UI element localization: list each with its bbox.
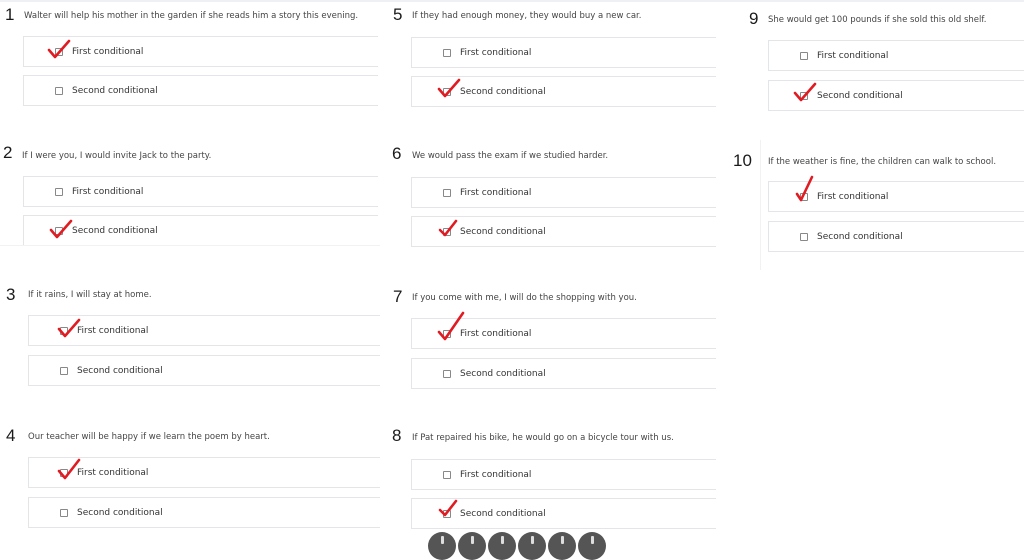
option-label: First conditional: [460, 47, 532, 58]
option-second-conditional[interactable]: [411, 498, 716, 529]
option-second-conditional[interactable]: [411, 216, 716, 247]
option-second-conditional[interactable]: [411, 76, 716, 107]
option-first-conditional[interactable]: [768, 40, 1024, 71]
option-first-conditional[interactable]: [23, 36, 378, 67]
question-number: 3: [6, 285, 16, 304]
checkbox[interactable]: [443, 370, 451, 378]
divider: [760, 140, 761, 270]
checkbox[interactable]: [55, 87, 63, 95]
question-text: We would pass the exam if we studied harder.: [412, 151, 609, 161]
question-number: 5: [393, 5, 403, 24]
option-label: First conditional: [72, 186, 144, 197]
question-text: If I were you, I would invite Jack to the party.: [22, 151, 212, 161]
option-first-conditional[interactable]: [411, 37, 716, 68]
question-text: If it rains, I will stay at home.: [28, 290, 152, 300]
checkbox[interactable]: [60, 327, 68, 335]
checkbox[interactable]: [60, 367, 68, 375]
checkbox[interactable]: [443, 510, 451, 518]
checkbox[interactable]: [800, 193, 808, 201]
option-label: Second conditional: [460, 226, 546, 237]
checkbox[interactable]: [443, 471, 451, 479]
checkbox[interactable]: [800, 92, 808, 100]
option-label: Second conditional: [77, 365, 163, 376]
checkbox[interactable]: [443, 88, 451, 96]
checkbox[interactable]: [443, 330, 451, 338]
page-indicator[interactable]: [428, 532, 456, 560]
option-first-conditional[interactable]: [768, 181, 1024, 212]
question-text: Our teacher will be happy if we learn the poem by heart.: [28, 432, 270, 442]
option-label: Second conditional: [77, 507, 163, 518]
question-number: 10: [733, 151, 752, 170]
option-label: First conditional: [460, 187, 532, 198]
checkbox[interactable]: [443, 49, 451, 57]
question-number: 2: [3, 143, 13, 162]
option-label: Second conditional: [72, 225, 158, 236]
checkbox[interactable]: [60, 509, 68, 517]
question-number: 7: [393, 287, 403, 306]
checkbox[interactable]: [800, 233, 808, 241]
question-text: If you come with me, I will do the shopping with you.: [412, 293, 637, 303]
page-indicator[interactable]: [578, 532, 606, 560]
option-label: First conditional: [72, 46, 144, 57]
question-number: 4: [6, 426, 16, 445]
option-first-conditional[interactable]: [411, 177, 716, 208]
checkbox[interactable]: [443, 189, 451, 197]
checkbox[interactable]: [55, 188, 63, 196]
page-indicator[interactable]: [488, 532, 516, 560]
option-label: Second conditional: [460, 86, 546, 97]
page-indicator[interactable]: [548, 532, 576, 560]
option-second-conditional[interactable]: [768, 221, 1024, 252]
option-first-conditional[interactable]: [23, 176, 378, 207]
page-indicator[interactable]: [518, 532, 546, 560]
option-second-conditional[interactable]: [23, 75, 378, 106]
question-number: 9: [749, 9, 759, 28]
option-second-conditional[interactable]: [28, 355, 380, 386]
option-label: Second conditional: [460, 508, 546, 519]
question-text: If they had enough money, they would buy a new car.: [412, 11, 642, 21]
question-number: 6: [392, 144, 402, 163]
question-text: If the weather is fine, the children can walk to school.: [768, 157, 997, 167]
option-second-conditional[interactable]: [23, 215, 378, 246]
checkbox[interactable]: [60, 469, 68, 477]
checkbox[interactable]: [443, 228, 451, 236]
checkbox[interactable]: [55, 48, 63, 56]
option-label: First conditional: [77, 325, 149, 336]
option-label: Second conditional: [460, 368, 546, 379]
question-text: She would get 100 pounds if she sold this old shelf.: [768, 15, 987, 25]
option-second-conditional[interactable]: [411, 358, 716, 389]
option-label: First conditional: [817, 50, 889, 61]
question-number: 1: [5, 5, 15, 24]
option-label: First conditional: [817, 191, 889, 202]
page-indicator[interactable]: [458, 532, 486, 560]
option-second-conditional[interactable]: [768, 80, 1024, 111]
question-text: If Pat repaired his bike, he would go on a bicycle tour with us.: [412, 433, 674, 443]
option-first-conditional[interactable]: [411, 318, 716, 349]
option-label: Second conditional: [72, 85, 158, 96]
option-first-conditional[interactable]: [28, 457, 380, 488]
question-number: 8: [392, 426, 402, 445]
question-text: Walter will help his mother in the garden if she reads him a story this evening.: [24, 11, 359, 21]
top-border: [0, 0, 1024, 2]
option-label: Second conditional: [817, 90, 903, 101]
option-label: First conditional: [77, 467, 149, 478]
checkbox[interactable]: [55, 227, 63, 235]
checkbox[interactable]: [800, 52, 808, 60]
option-first-conditional[interactable]: [28, 315, 380, 346]
pagination: [428, 532, 606, 560]
option-second-conditional[interactable]: [28, 497, 380, 528]
divider: [0, 245, 380, 246]
option-label: Second conditional: [817, 231, 903, 242]
option-label: First conditional: [460, 469, 532, 480]
option-first-conditional[interactable]: [411, 459, 716, 490]
option-label: First conditional: [460, 328, 532, 339]
